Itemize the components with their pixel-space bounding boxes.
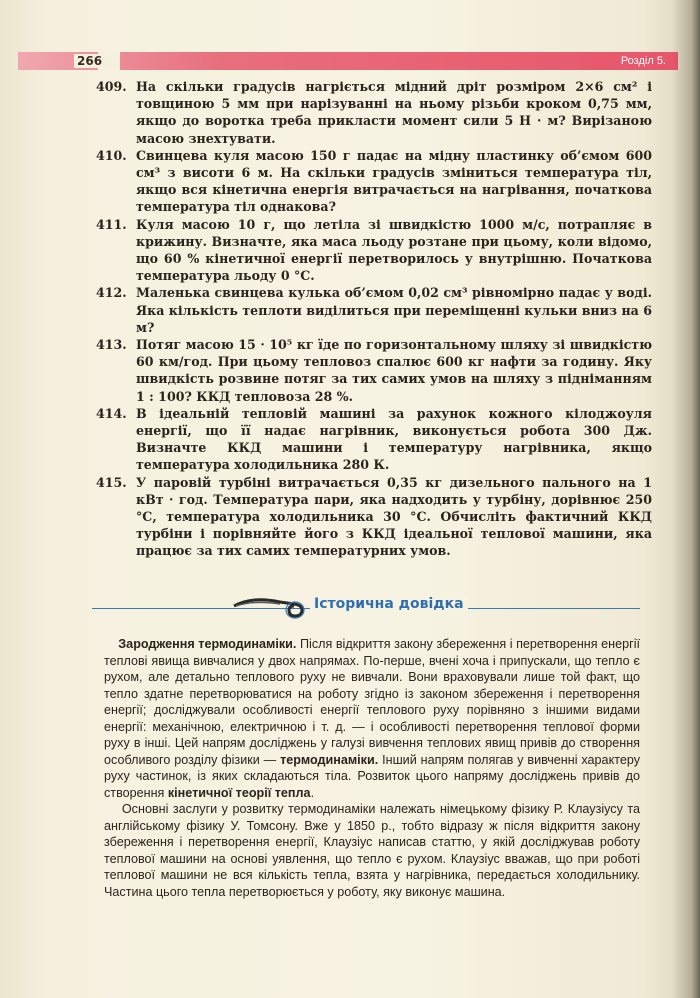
problem-text: На скільки градусів нагріється мідний дріт розміром 2×6 см² і товщиною 5 мм при нарізуванні на ньому різьби кроком 0,75 мм, якщо до воротка треба прикласти момент сили 5 Н · м? Вирізаною масою знехтувати. (136, 79, 652, 146)
problem-number: 410. (96, 147, 127, 163)
problem-item (96, 474, 652, 560)
problem-number: 411. (96, 216, 127, 232)
header-bar (18, 52, 678, 70)
history-text-part: Після відкриття закону збереження і перетворення енергії теплові явища вивчалися у двох напрямах. По-перше, вчені хоча і припускали, що тепло є рухом, але детально теплового руху не вивчали. Вони враховували лише той факт, що тепло здатне перетворюватися на роботу згідно із законом збереження і перетворення енергії; досліджували особливості енергії теплового руху порівняно з іншими видами енергії: механічною, електричною і т. д. — і особливості перетворення теплової форми руху в інші. Цей напрям досліджень у галузі вивчення теплових явищ привів до створення особливого розділу фізики — (104, 637, 641, 767)
problem-item (96, 284, 652, 336)
problem-item (96, 216, 652, 285)
history-paragraph (104, 801, 640, 900)
problem-number: 413. (96, 337, 127, 353)
problem-text: Куля масою 10 г, що летіла зі швидкістю 1000 м/с, потрапляє в крижину. Визначте, яка маса льоду розтане при цьому, коли відомо, що 60 % кінетичної енергії перетворилось у внутрішню. Початкова температура льоду 0 °С. (136, 216, 652, 284)
scroll-icon (232, 592, 314, 620)
term-thermodynamics: термодинаміки. (280, 752, 379, 767)
history-text-part: . (310, 785, 315, 800)
problem-item (96, 405, 652, 474)
history-paragraph (104, 636, 640, 801)
problem-item (96, 78, 652, 147)
problem-text: Маленька свинцева кулька об’ємом 0,02 см³ рівномірно падає у воді. Яка кількість теплоти виділиться при переміщенні кульки вниз на 6 м? (136, 285, 652, 335)
problem-text: В ідеальній тепловій машині за рахунок кожного кілоджоуля енергії, що її надає нагрівник, виконується робота 300 Дж. Визначте ККД машини і температуру нагрівника, якщо температура холодильника 280 К. (136, 405, 652, 473)
page-edge-shadow (672, 0, 700, 998)
problem-item (96, 147, 652, 216)
problem-number: 415. (96, 474, 127, 490)
problem-list (96, 78, 652, 560)
problem-number: 412. (96, 285, 127, 301)
section-label: Розділ 5. (620, 55, 666, 67)
history-lead: Зародження термодинаміки. (118, 637, 297, 651)
problem-text: Потяг масою 15 · 10⁵ кг їде по горизонтальному шляху зі швидкістю 60 км/год. При цьому тепловоз спалює 600 кг нафти за годину. Яку швидкість розвине потяг за тих самих умов на шляху з підніманням 1 : 100? ККД тепловоза 28 %. (136, 337, 652, 404)
problem-text: Свинцева куля масою 150 г падає на мідну пластинку об’ємом 600 см³ з висоти 6 м. На скільки градусів зміниться температура тіл, якщо вся кінетична енергія витрачається на нагрівання, початкова температура тіл однакова? (136, 147, 652, 215)
problem-number: 409. (96, 79, 127, 94)
page-number: 266 (74, 54, 105, 68)
history-text-part: Основні заслуги у розвитку термодинаміки належать німецькому фізику Р. Клаузіусу та англійському фізику У. Томсону. Вже у 1850 р., тобто відразу ж після відкриття закону збереження і перетворення енергії, Клаузіус написав статтю, у якій досліджував роботу теплової машини на основі уявлення, що тепло є рухом. Клаузіус вважав, що при роботі теплової машини не вся кількість тепла, взята у нагрівника, передається холодильнику. Частина цього тепла перетворюється у роботу, яку виконує машина. (104, 802, 640, 899)
problem-item (96, 336, 652, 405)
history-title: Історична довідка (310, 596, 468, 612)
history-text-part: Інший напрям полягав у вивченні характеру руху частинок, із яких складаються тіла. Розвиток цього напряму досліджень привів до створення (104, 752, 641, 800)
problem-text: У паровій турбіні витрачається 0,35 кг дизельного пального на 1 кВт · год. Температура пари, яка надходить у турбіну, дорівнює 250 °С, температура холодильника 30 °С. Обчисліть фактичний ККД турбіни і порівняйте його з ККД ідеальної теплової машини, яка працює за тих самих температурних умов. (136, 474, 652, 559)
history-text (104, 636, 640, 900)
problem-number: 414. (96, 405, 127, 421)
term-kinetic-theory: кінетичної теорії тепла (167, 785, 311, 800)
